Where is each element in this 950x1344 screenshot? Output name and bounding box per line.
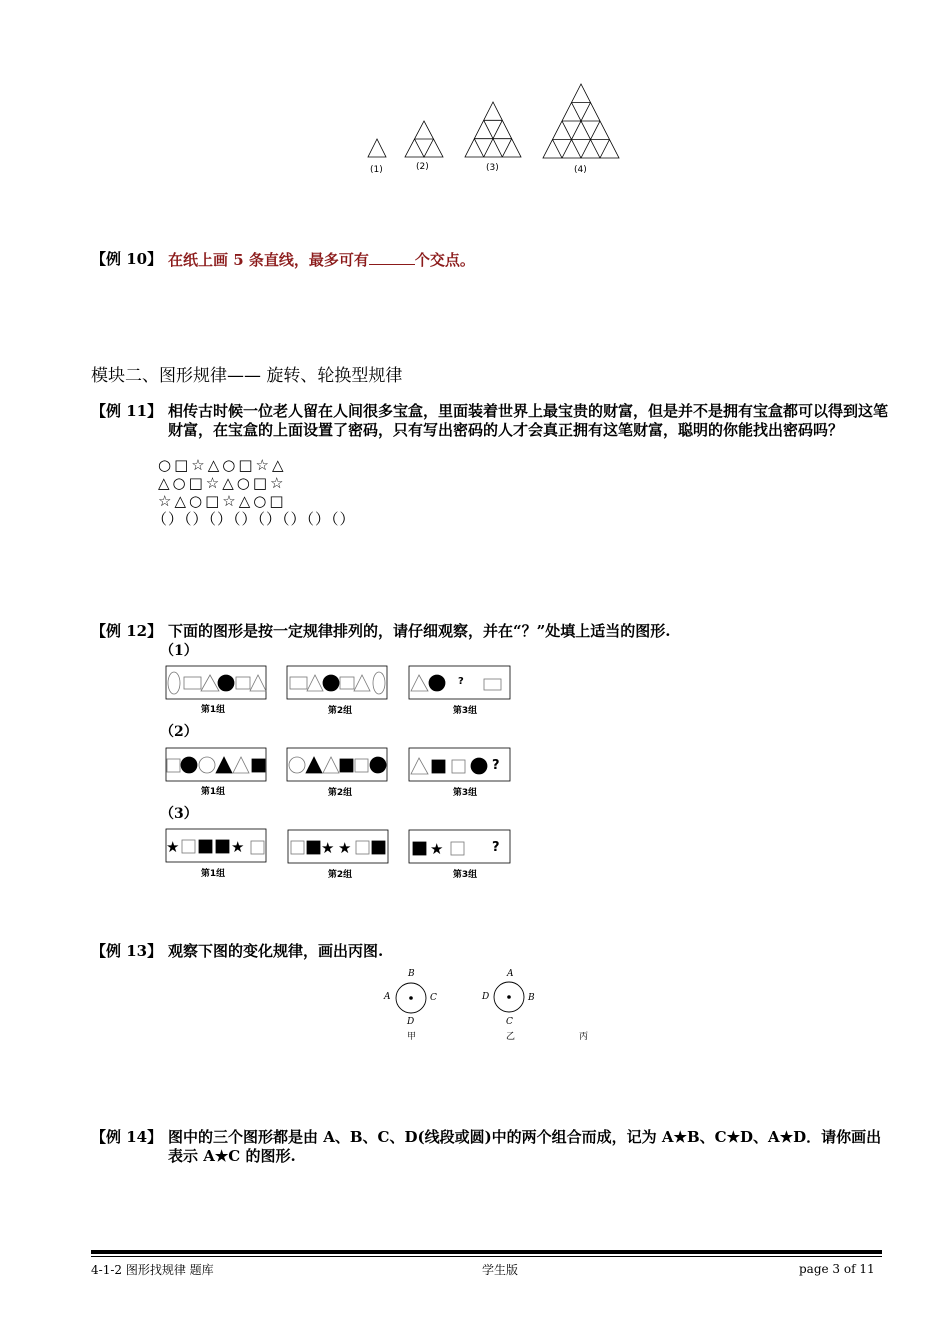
yi-right-label: B [528, 993, 535, 1003]
footer-rule-thin [91, 1256, 882, 1257]
example-13-text: 观察下图的变化规律，画出丙图. [168, 942, 384, 960]
group-label-2: 第2组 [327, 788, 353, 798]
group-label-3: 第3组 [452, 870, 478, 880]
question-mark-3: ? [492, 840, 500, 855]
example-14-text: 图中的三个图形都是由 A、B、C、D(线段或圆)中的两个组合而成，记为 A★B、C★D、A★D．请你画出表示 A★C 的图形. [168, 1128, 882, 1165]
answer-brackets-row: （）（）（）（）（）（）（）（） [152, 510, 356, 528]
footer-page-number: page 3 of 11 [799, 1262, 875, 1276]
example-13-tag: 【例 13】 [91, 942, 163, 960]
yi-top-label: A [507, 969, 514, 979]
symbol-row-2: △○□☆△○□☆ [158, 474, 287, 492]
example-11-tag: 【例 11】 [91, 402, 163, 420]
footer-center: 学生版 [482, 1263, 519, 1277]
example-10-suffix: 个交点。 [414, 251, 475, 269]
group-label-3: 第3组 [452, 706, 478, 716]
example-11-text: 相传古时候一位老人留在人间很多宝盒，里面装着世界上最宝贵的财富，但是并不是拥有宝盒都可以得到这笔财富，在宝盒的上面设置了密码，只有写出密码的人才会真正拥有这笔财富，聪明的你能找出密码吗？ [168, 402, 889, 439]
triangle-label-3: (3) [486, 163, 499, 173]
bing-caption: 丙 [579, 1032, 589, 1042]
jia-caption: 甲 [407, 1032, 417, 1042]
symbol-row-1: ○□☆△○□☆△ [158, 456, 287, 474]
triangle-label-1: (1) [370, 165, 383, 175]
question-mark-2: ? [492, 758, 500, 773]
yi-left-label: D [482, 992, 490, 1002]
star-icon: ★ [231, 838, 245, 856]
jia-bottom-label: D [407, 1017, 415, 1027]
group-label-1: 第1组 [200, 869, 226, 879]
triangle-label-2: (2) [416, 162, 429, 172]
yi-bottom-label: C [506, 1017, 513, 1027]
jia-top-label: B [408, 969, 415, 979]
example-12-tag: 【例 12】 [91, 622, 163, 640]
star-icon: ★ [338, 839, 352, 857]
star-icon: ★ [430, 840, 444, 858]
footer-rule-thick [91, 1250, 882, 1254]
part-1-label: （1） [160, 643, 198, 659]
group-label-3: 第3组 [452, 788, 478, 798]
group-label-2: 第2组 [327, 706, 353, 716]
example-10-tag: 【例 10】 [91, 250, 163, 268]
module-2-heading: 模块二、图形规律—— 旋转、轮换型规律 [91, 366, 403, 386]
group-label-1: 第1组 [200, 787, 226, 797]
symbol-row-3: ☆△○□☆△○□ [158, 492, 287, 510]
star-icon: ★ [321, 839, 335, 857]
triangle-label-4: (4) [574, 165, 587, 175]
question-mark-1: ? [458, 676, 464, 687]
group-label-2: 第2组 [327, 870, 353, 880]
part-2-label: （2） [160, 724, 198, 740]
example-14 [91, 1128, 891, 1168]
part-3-label: （3） [160, 806, 198, 822]
example-12-text: 下面的图形是按一定规律排列的，请仔细观察，并在“？”处填上适当的图形. [168, 622, 671, 640]
yi-caption: 乙 [506, 1032, 516, 1042]
example-14-tag: 【例 14】 [91, 1128, 163, 1146]
example-10-text: 在纸上画 5 条直线，最多可有 [168, 251, 369, 269]
group-label-1: 第1组 [200, 705, 226, 715]
star-icon: ★ [166, 838, 180, 856]
footer-left: 4-1-2 图形找规律 题库 [91, 1263, 214, 1277]
jia-left-label: A [384, 992, 391, 1002]
jia-right-label: C [430, 993, 437, 1003]
